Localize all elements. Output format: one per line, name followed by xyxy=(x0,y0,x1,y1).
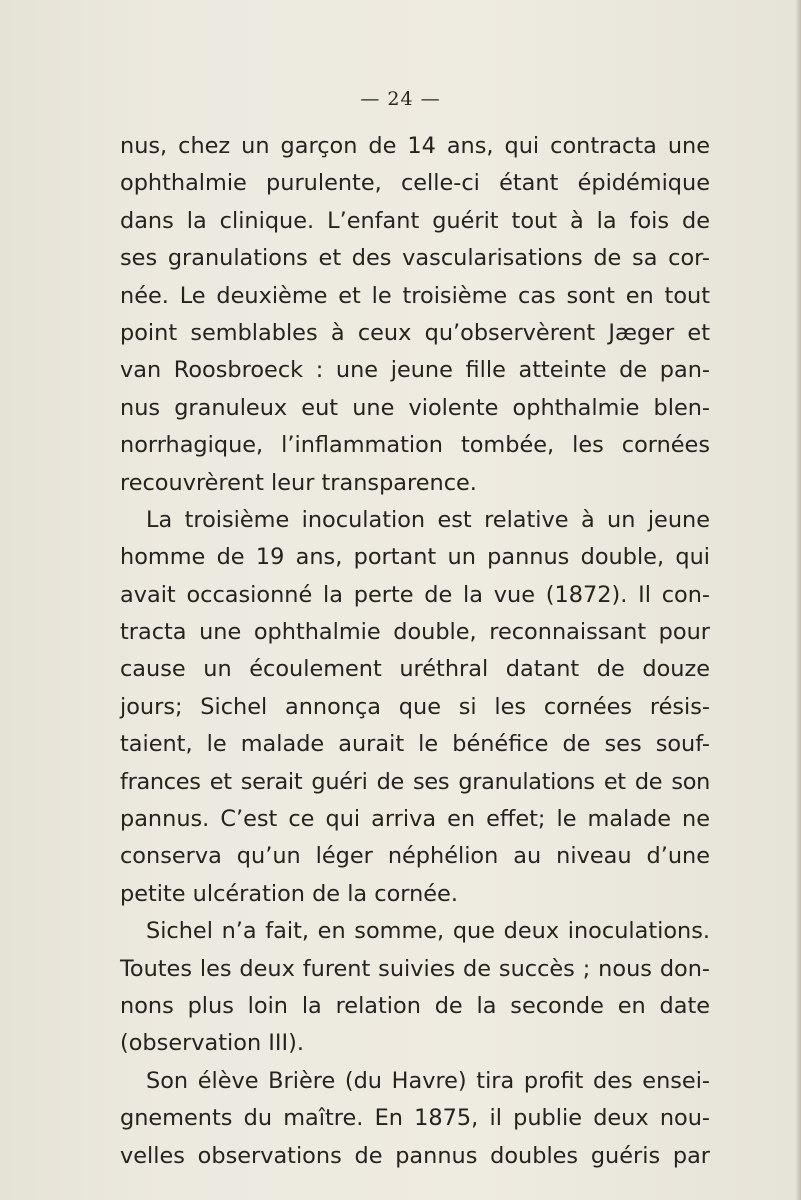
text-line: van Roosbroeck : une jeune fille atteinte de pan- xyxy=(120,357,710,384)
text-line: nons plus loin la relation de la seconde en date xyxy=(120,992,710,1019)
text-line: ophthalmie purulente, celle-ci étant épidémique xyxy=(120,170,710,197)
text-line: conserva qu’un léger néphélion au niveau d’une xyxy=(120,843,710,870)
text-line: gnements du maître. En 1875, il publie deux nou- xyxy=(120,1105,710,1132)
text-line: née. Le deuxième et le troisième cas sont en tout xyxy=(120,282,710,309)
text-line: petite ulcération de la cornée. xyxy=(120,880,458,907)
text-line: nus, chez un garçon de 14 ans, qui contracta une xyxy=(120,133,710,159)
text-line: frances et serait guéri de ses granulations et de son xyxy=(120,768,710,795)
text-line: jours; Sichel annonça que si les cornées résis- xyxy=(120,693,710,720)
text-line: dans la clinique. L’enfant guérit tout à la fois de xyxy=(120,207,710,234)
text-line: tracta une ophthalmie double, reconnaissant pour xyxy=(120,619,710,646)
text-line: La troisième inoculation est relative à un jeune xyxy=(146,506,710,533)
text-line: homme de 19 ans, portant un pannus double, qui xyxy=(120,544,710,571)
text-line: norrhagique, l’inflammation tombée, les cornées xyxy=(120,432,710,459)
text-line: cause un écoulement uréthral datant de douze xyxy=(120,656,710,683)
text-line: pannus. C’est ce qui arriva en effet; le malade ne xyxy=(120,806,710,833)
text-line: avait occasionné la perte de la vue (1872). Il con- xyxy=(120,581,710,608)
text-line: ses granulations et des vascularisations de sa cor- xyxy=(120,245,710,272)
text-line: Toutes les deux furent suivies de succès ; nous don- xyxy=(120,955,710,982)
text-line: (observation III). xyxy=(120,1030,304,1057)
text-line: nus granuleux eut une violente ophthalmie blen- xyxy=(120,394,710,421)
page-number: — 24 — xyxy=(360,88,441,110)
text-line: recouvrèrent leur transparence. xyxy=(120,469,477,496)
text-line: velles observations de pannus doubles guéris par xyxy=(120,1142,710,1169)
text-line: point semblables à ceux qu’observèrent Jæger et xyxy=(120,319,710,346)
body-text xyxy=(120,128,710,1175)
text-line: Sichel n’a fait, en somme, que deux inoculations. xyxy=(146,918,710,945)
text-line: taient, le malade aurait le bénéfice de ses souf- xyxy=(120,731,710,758)
text-line: Son élève Brière (du Havre) tira profit des ensei- xyxy=(146,1067,710,1094)
page-edge-shadow xyxy=(795,0,801,1200)
